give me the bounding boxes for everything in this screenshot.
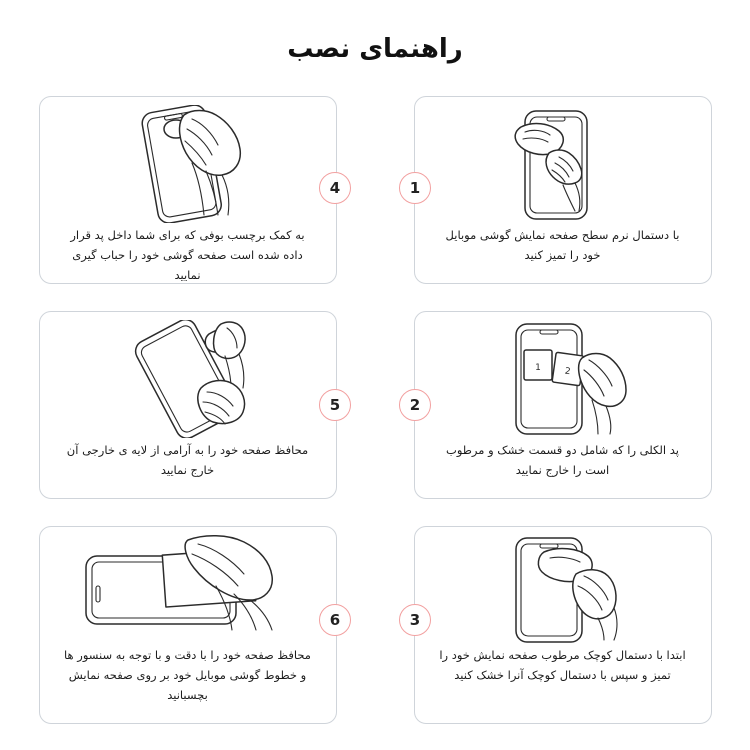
- step-caption-5: محافظ صفحه خود را به آرامی از لایه ی خارجی آن خارج نمایید: [66, 443, 309, 478]
- step-illustration-1: [425, 105, 701, 223]
- step-cell-6: [0, 526, 375, 741]
- step-illustration-2: [425, 320, 701, 438]
- step-badge-3: 3: [399, 604, 431, 636]
- step-illustration-6: [50, 535, 326, 643]
- page-title: راهنمای نصب: [287, 34, 463, 64]
- step-cell-5: [0, 311, 375, 526]
- step-cell-2: [375, 311, 750, 526]
- step-card-6: [39, 526, 337, 724]
- svg-text:1: 1: [534, 363, 541, 373]
- svg-text:2: 2: [563, 366, 571, 378]
- step-illustration-4: [50, 105, 326, 223]
- step-card-5: [39, 311, 337, 499]
- step-cell-1: [375, 96, 750, 311]
- step-card-3: [414, 526, 712, 724]
- step-caption-1: با دستمال نرم سطح صفحه نمایش گوشی موبایل خود را تمیز کنید: [445, 228, 680, 263]
- step-card-1: [414, 96, 712, 284]
- step-caption-4: به کمک برچسب بوفی که برای شما داخل پد قرار داده شده است صفحه گوشی خود را حباب گیری نمایید: [70, 228, 305, 283]
- step-card-2: [414, 311, 712, 499]
- step-caption-3: ابتدا با دستمال کوچک مرطوب صفحه نمایش خود را تمیز و سپس با دستمال کوچک آنرا خشک کنید: [439, 648, 686, 683]
- step-badge-5: 5: [319, 389, 351, 421]
- step-caption-6: محافظ صفحه خود را با دقت و با توجه به سنسور ها و خطوط گوشی موبایل خود بر روی صفحه نمایش بچسبانید: [64, 648, 311, 703]
- step-badge-4: 4: [319, 172, 351, 204]
- step-caption-2: پد الکلی را که شامل دو قسمت خشک و مرطوب است را خارج نمایید: [446, 443, 679, 478]
- step-cell-4: [0, 96, 375, 311]
- step-badge-6: 6: [319, 604, 351, 636]
- step-badge-2: 2: [399, 389, 431, 421]
- step-illustration-5: [50, 320, 326, 438]
- steps-grid: [0, 96, 750, 741]
- step-card-4: [39, 96, 337, 284]
- step-cell-3: [375, 526, 750, 741]
- step-badge-1: 1: [399, 172, 431, 204]
- step-illustration-3: [425, 535, 701, 643]
